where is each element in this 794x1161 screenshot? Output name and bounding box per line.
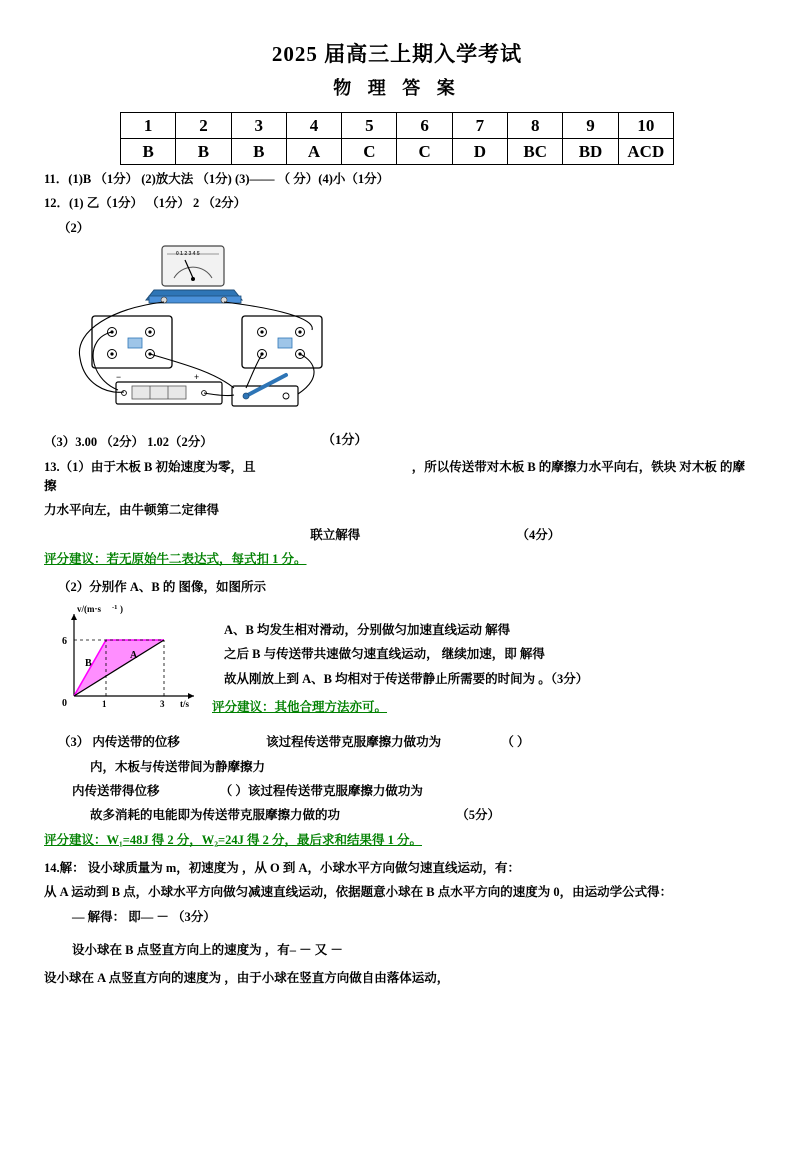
question-12-line1: 12．(1) 乙（1分） （1分） 2 （2分）: [44, 196, 247, 211]
answer-body: [44, 170, 750, 988]
question-13-line5: A、B 均发生相对滑动，分别做匀加速直线运动 解得: [224, 622, 511, 637]
q13-l10a-text: 内传送带得位移: [72, 783, 160, 798]
graph-curve-label-b: B: [85, 657, 92, 669]
question-13-line1: [44, 458, 750, 497]
table-cell: 2: [176, 113, 231, 139]
page-title: 2025 届高三上期入学考试: [271, 42, 523, 66]
question-13-line9: 内，木板与传送带间为静摩擦力: [90, 759, 266, 774]
table-cell: C: [342, 139, 397, 165]
answer-sheet-page: [0, 38, 794, 1161]
table-cell: BD: [563, 139, 618, 165]
question-13-line8: [58, 733, 750, 752]
table-cell: 7: [452, 113, 507, 139]
table-cell: ACD: [618, 139, 673, 165]
circuit-diagram-svg: [54, 238, 394, 423]
grading-advice-1: 评分建议：若无原始牛二表达式，每式扣 1 分。: [44, 552, 307, 566]
question-13-line3: [44, 526, 750, 545]
question-11-line: 11．(1)B （1分） (2)放大法 （1分) (3)—— （ 分）(4)小（1分）: [44, 172, 390, 186]
graph-xtick-3: 3: [160, 698, 165, 708]
table-cell: 1: [121, 113, 176, 139]
q13-l8c-text: （ ）: [501, 735, 530, 750]
q13-l1b-text: ，所以传送带对木板 B 的摩擦力水平向右，铁块 对木板 的摩擦: [44, 459, 746, 493]
q13-l11b-text: （5分）: [456, 808, 501, 823]
graph-xtick-1: 1: [102, 698, 107, 708]
q13-l8a-text: （3） 内传送带的位移: [58, 735, 180, 750]
graph-ylabel: v/(m·s: [77, 603, 101, 614]
table-cell: B: [121, 139, 176, 165]
velocity-time-graph: [44, 600, 224, 710]
q13-l11a-text: 故多消耗的电能即为传送带克服摩擦力做的功: [90, 808, 341, 823]
q13-l3b-text: （4分）: [516, 527, 561, 542]
q13-l10b-text: （ ）该过程传送带克服摩擦力做功为: [219, 783, 423, 798]
figure-score-note: （1分）: [322, 431, 368, 447]
switch-icon: [232, 375, 298, 406]
question-14-line5: 设小球在 A 点竖直方向的速度为 ，由于小球在竖直方向做自由落体运动，: [44, 970, 450, 985]
question-12-line3: （3）3.00 （2分） 1.02（2分）: [44, 435, 213, 450]
table-cell: B: [231, 139, 286, 165]
svg-text:-1: -1: [112, 603, 118, 611]
graph-curve-label-a: A: [130, 649, 138, 661]
svg-text:): ): [120, 603, 123, 614]
table-cell: BC: [508, 139, 563, 165]
table-row-numbers: [121, 113, 674, 139]
question-12-line2: （2）: [58, 220, 90, 235]
table-cell: A: [286, 139, 341, 165]
question-13-line2: 力水平向左，由牛顿第二定律得: [44, 503, 220, 518]
q13-l3a-text: 联立解得: [310, 527, 361, 542]
q13-graph-side-text: [224, 600, 750, 710]
table-cell: 6: [397, 113, 452, 139]
question-13-line4: （2）分别作 A、B 的 图像，如图所示: [58, 580, 266, 595]
vt-graph-svg: [44, 600, 224, 708]
question-13-line7: 故从刚放上到 A、B 均相对于传送带静止所需要的时间为 。（3分）: [224, 671, 589, 686]
svg-text:+: +: [194, 372, 200, 383]
q13-l1-text: 13.（1）由于木板 B 初始速度为零，且: [44, 459, 256, 474]
graph-and-text-block: [44, 600, 750, 710]
grading-advice-3: 评分建议：W₁=48J 得 2 分，W₂=24J 得 2 分，最后求和结果得 1 分。: [44, 832, 422, 847]
question-13-line6: 之后 B 与传送带共速做匀速直线运动， 继续加速，即 解得: [224, 647, 545, 662]
resistance-box-left: [92, 316, 172, 368]
table-cell: 3: [231, 113, 286, 139]
q13-l8b-text: 该过程传送带克服摩擦力做功为: [266, 735, 442, 750]
answer-table: [120, 112, 674, 165]
table-cell: D: [452, 139, 507, 165]
table-cell: 9: [563, 113, 618, 139]
table-cell: B: [176, 139, 231, 165]
question-13-line10: [72, 782, 750, 801]
table-cell: 5: [342, 113, 397, 139]
meter-base: [146, 290, 242, 303]
question-14-line4: 设小球在 B 点竖直方向上的速度为 ，有– － 又 －: [72, 943, 343, 958]
svg-text:−: −: [116, 372, 122, 383]
graph-ytick: 6: [62, 635, 67, 647]
table-cell: 8: [508, 113, 563, 139]
table-row-answers: [121, 139, 674, 165]
graph-origin: 0: [62, 697, 67, 708]
battery-icon: [116, 372, 222, 404]
table-cell: C: [397, 139, 452, 165]
table-cell: 10: [618, 113, 673, 139]
grading-advice-2-text: 评分建议：其他合理方法亦可。: [212, 699, 388, 714]
svg-text:0 1 2 3 4 5: 0 1 2 3 4 5: [176, 251, 200, 258]
question-13-line11: [90, 806, 750, 825]
question-14-line1: 14.解： 设小球质量为 m，初速度为 ，从 O 到 A，小球水平方向做匀速直线运动，有：: [44, 861, 521, 875]
table-cell: 4: [286, 113, 341, 139]
page-subtitle: 物 理 答 案: [333, 78, 461, 98]
question-14-line2: 从 A 运动到 B 点，小球水平方向做匀减速直线运动，依据题意小球在 B 点水平方向的速度为 0，由运动学公式得：: [44, 885, 673, 900]
graph-xlabel: t/s: [180, 698, 189, 708]
question-14-line3: — 解得： 即— － （3分）: [72, 909, 216, 924]
meter-icon: [162, 246, 224, 286]
